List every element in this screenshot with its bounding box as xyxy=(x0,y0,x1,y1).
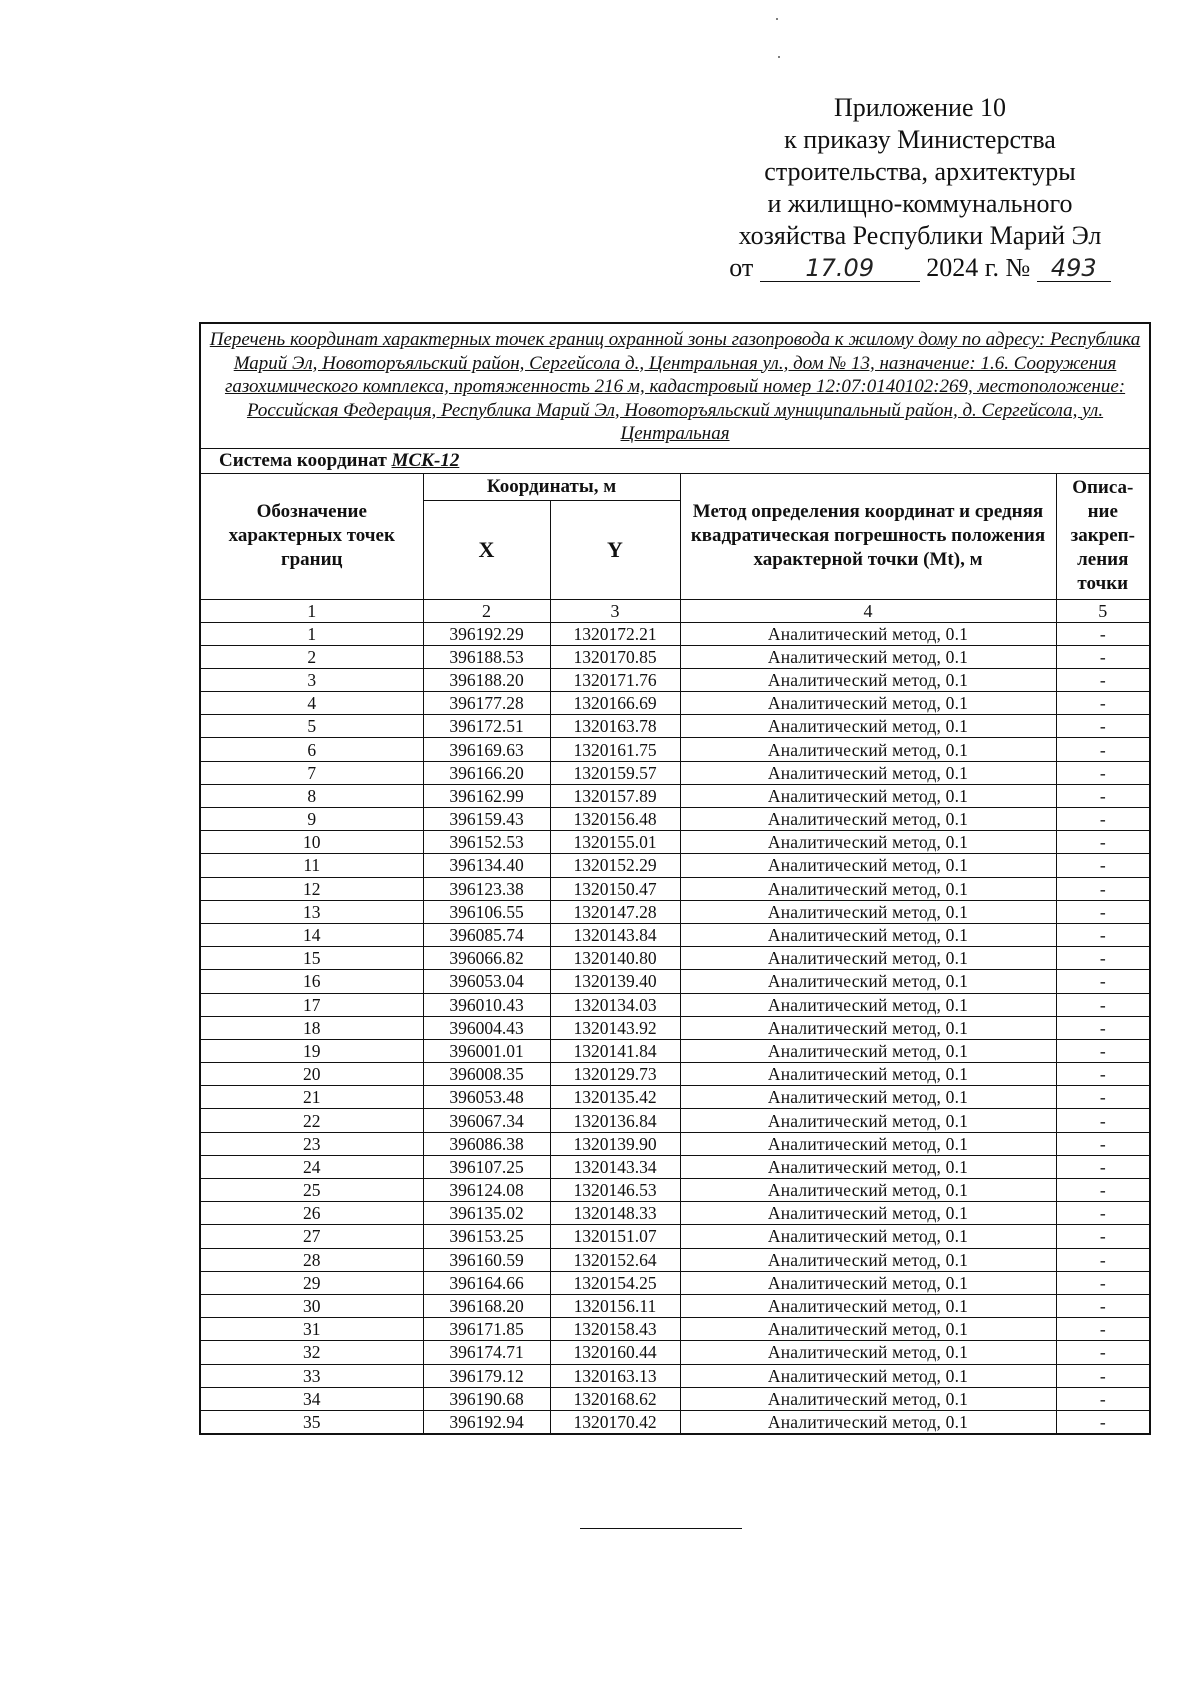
method-cell: Аналитический метод, 0.1 xyxy=(680,1387,1056,1410)
table-row xyxy=(200,715,1150,738)
method-cell: Аналитический метод, 0.1 xyxy=(680,645,1056,668)
y-coordinate-cell: 1320140.80 xyxy=(550,947,680,970)
header-row xyxy=(200,473,1150,500)
year-text: 2024 г. № xyxy=(926,253,1031,282)
point-id-cell: 8 xyxy=(200,784,423,807)
method-cell: Аналитический метод, 0.1 xyxy=(680,1225,1056,1248)
method-cell: Аналитический метод, 0.1 xyxy=(680,970,1056,993)
description-cell: - xyxy=(1056,645,1150,668)
description-cell: - xyxy=(1056,1086,1150,1109)
table-row xyxy=(200,738,1150,761)
x-coordinate-cell: 396107.25 xyxy=(423,1155,550,1178)
description-cell: - xyxy=(1056,1318,1150,1341)
x-coordinate-cell: 396067.34 xyxy=(423,1109,550,1132)
table-row xyxy=(200,622,1150,645)
table-row xyxy=(200,854,1150,877)
header-line: Приложение 10 xyxy=(833,93,1007,122)
description-cell: - xyxy=(1056,1341,1150,1364)
point-id-cell: 30 xyxy=(200,1294,423,1317)
handwritten-order-number: 493 xyxy=(1037,255,1111,282)
y-coordinate-cell: 1320156.11 xyxy=(550,1294,680,1317)
description-cell: - xyxy=(1056,761,1150,784)
point-id-cell: 5 xyxy=(200,715,423,738)
scan-speck xyxy=(776,18,778,20)
method-cell: Аналитический метод, 0.1 xyxy=(680,1016,1056,1039)
table-row xyxy=(200,668,1150,691)
point-id-cell: 7 xyxy=(200,761,423,784)
point-id-cell: 25 xyxy=(200,1179,423,1202)
point-id-cell: 13 xyxy=(200,900,423,923)
y-coordinate-cell: 1320170.42 xyxy=(550,1410,680,1434)
method-cell: Аналитический метод, 0.1 xyxy=(680,692,1056,715)
method-cell: Аналитический метод, 0.1 xyxy=(680,622,1056,645)
method-cell: Аналитический метод, 0.1 xyxy=(680,1155,1056,1178)
description-cell: - xyxy=(1056,622,1150,645)
method-cell: Аналитический метод, 0.1 xyxy=(680,1179,1056,1202)
table-row xyxy=(200,1364,1150,1387)
method-cell: Аналитический метод, 0.1 xyxy=(680,947,1056,970)
method-cell: Аналитический метод, 0.1 xyxy=(680,761,1056,784)
description-cell: - xyxy=(1056,738,1150,761)
method-cell: Аналитический метод, 0.1 xyxy=(680,1364,1056,1387)
point-id-cell: 1 xyxy=(200,622,423,645)
point-id-cell: 16 xyxy=(200,970,423,993)
method-cell: Аналитический метод, 0.1 xyxy=(680,1271,1056,1294)
column-number: 1 xyxy=(200,599,423,622)
point-id-cell: 4 xyxy=(200,692,423,715)
table-row xyxy=(200,1294,1150,1317)
point-id-cell: 11 xyxy=(200,854,423,877)
x-coordinate-cell: 396001.01 xyxy=(423,1039,550,1062)
method-cell: Аналитический метод, 0.1 xyxy=(680,900,1056,923)
method-cell: Аналитический метод, 0.1 xyxy=(680,808,1056,831)
y-coordinate-cell: 1320139.40 xyxy=(550,970,680,993)
method-cell: Аналитический метод, 0.1 xyxy=(680,668,1056,691)
point-id-cell: 31 xyxy=(200,1318,423,1341)
point-id-cell: 27 xyxy=(200,1225,423,1248)
table-row xyxy=(200,1410,1150,1434)
x-coordinate-cell: 396008.35 xyxy=(423,1063,550,1086)
description-cell: - xyxy=(1056,831,1150,854)
x-coordinate-cell: 396066.82 xyxy=(423,947,550,970)
column-number-row xyxy=(200,599,1150,622)
description-cell: - xyxy=(1056,900,1150,923)
y-coordinate-cell: 1320168.62 xyxy=(550,1387,680,1410)
description-cell: - xyxy=(1056,1271,1150,1294)
table-row xyxy=(200,947,1150,970)
x-coordinate-cell: 396190.68 xyxy=(423,1387,550,1410)
x-coordinate-cell: 396171.85 xyxy=(423,1318,550,1341)
x-coordinate-cell: 396159.43 xyxy=(423,808,550,831)
x-coordinate-cell: 396192.94 xyxy=(423,1410,550,1434)
point-id-cell: 35 xyxy=(200,1410,423,1434)
x-coordinate-cell: 396152.53 xyxy=(423,831,550,854)
table-row xyxy=(200,1132,1150,1155)
y-coordinate-cell: 1320134.03 xyxy=(550,993,680,1016)
x-coordinate-cell: 396135.02 xyxy=(423,1202,550,1225)
point-id-cell: 34 xyxy=(200,1387,423,1410)
x-coordinate-cell: 396123.38 xyxy=(423,877,550,900)
description-cell: - xyxy=(1056,1202,1150,1225)
header-line: строительства, архитектуры xyxy=(764,157,1076,186)
method-cell: Аналитический метод, 0.1 xyxy=(680,1294,1056,1317)
method-cell: Аналитический метод, 0.1 xyxy=(680,1410,1056,1434)
order-date-line xyxy=(690,252,1150,284)
table-row xyxy=(200,877,1150,900)
point-id-cell: 3 xyxy=(200,668,423,691)
y-coordinate-cell: 1320170.85 xyxy=(550,645,680,668)
y-coordinate-cell: 1320171.76 xyxy=(550,668,680,691)
point-column-header: Обозначение характерных точек границ xyxy=(200,473,423,599)
point-id-cell: 28 xyxy=(200,1248,423,1271)
description-cell: - xyxy=(1056,692,1150,715)
table-row xyxy=(200,1248,1150,1271)
table-row xyxy=(200,1086,1150,1109)
x-coordinate-cell: 396177.28 xyxy=(423,692,550,715)
description-cell: - xyxy=(1056,1364,1150,1387)
x-coordinate-cell: 396166.20 xyxy=(423,761,550,784)
table-row xyxy=(200,808,1150,831)
y-coordinate-cell: 1320152.64 xyxy=(550,1248,680,1271)
y-coordinate-cell: 1320155.01 xyxy=(550,831,680,854)
table-row xyxy=(200,761,1150,784)
table-row xyxy=(200,1179,1150,1202)
method-cell: Аналитический метод, 0.1 xyxy=(680,923,1056,946)
method-cell: Аналитический метод, 0.1 xyxy=(680,1341,1056,1364)
table-row xyxy=(200,1318,1150,1341)
y-coordinate-cell: 1320135.42 xyxy=(550,1086,680,1109)
table-row xyxy=(200,900,1150,923)
column-number: 3 xyxy=(550,599,680,622)
point-id-cell: 6 xyxy=(200,738,423,761)
coordinate-system-label: Система координат xyxy=(219,449,387,471)
point-id-cell: 22 xyxy=(200,1109,423,1132)
table-row xyxy=(200,970,1150,993)
y-coordinate-cell: 1320151.07 xyxy=(550,1225,680,1248)
method-cell: Аналитический метод, 0.1 xyxy=(680,738,1056,761)
point-id-cell: 26 xyxy=(200,1202,423,1225)
description-cell: - xyxy=(1056,1294,1150,1317)
point-id-cell: 32 xyxy=(200,1341,423,1364)
header-line: хозяйства Республики Марий Эл xyxy=(738,221,1102,250)
description-cell: - xyxy=(1056,1132,1150,1155)
description-cell: - xyxy=(1056,1016,1150,1039)
y-coordinate-cell: 1320159.57 xyxy=(550,761,680,784)
description-cell: - xyxy=(1056,923,1150,946)
x-coordinate-cell: 396192.29 xyxy=(423,622,550,645)
description-cell: - xyxy=(1056,1179,1150,1202)
table-row xyxy=(200,1063,1150,1086)
x-coordinate-cell: 396004.43 xyxy=(423,1016,550,1039)
point-id-cell: 18 xyxy=(200,1016,423,1039)
method-cell: Аналитический метод, 0.1 xyxy=(680,1132,1056,1155)
x-coordinate-cell: 396168.20 xyxy=(423,1294,550,1317)
point-id-cell: 14 xyxy=(200,923,423,946)
description-cell: - xyxy=(1056,1248,1150,1271)
x-coordinate-cell: 396086.38 xyxy=(423,1132,550,1155)
method-cell: Аналитический метод, 0.1 xyxy=(680,1063,1056,1086)
description-cell: - xyxy=(1056,947,1150,970)
y-column-header: Y xyxy=(550,500,680,599)
method-cell: Аналитический метод, 0.1 xyxy=(680,784,1056,807)
x-coordinate-cell: 396053.04 xyxy=(423,970,550,993)
x-coordinate-cell: 396164.66 xyxy=(423,1271,550,1294)
y-coordinate-cell: 1320154.25 xyxy=(550,1271,680,1294)
table-row xyxy=(200,923,1150,946)
column-number: 2 xyxy=(423,599,550,622)
caption-row xyxy=(200,323,1150,448)
description-cell: - xyxy=(1056,808,1150,831)
coordinates-table xyxy=(199,322,1151,1435)
y-coordinate-cell: 1320163.78 xyxy=(550,715,680,738)
coordinate-system xyxy=(200,448,1150,473)
y-coordinate-cell: 1320156.48 xyxy=(550,808,680,831)
x-coordinate-cell: 396169.63 xyxy=(423,738,550,761)
method-column-header: Метод определения координат и средняя квадратическая погрешность положения характерной точки (Mt), м xyxy=(680,473,1056,599)
header-line: к приказу Министерства xyxy=(784,125,1056,154)
point-id-cell: 15 xyxy=(200,947,423,970)
method-cell: Аналитический метод, 0.1 xyxy=(680,1318,1056,1341)
appendix-header xyxy=(690,92,1150,284)
point-id-cell: 19 xyxy=(200,1039,423,1062)
method-cell: Аналитический метод, 0.1 xyxy=(680,1248,1056,1271)
handwritten-date: 17.09 xyxy=(760,255,920,282)
description-cell: - xyxy=(1056,1225,1150,1248)
table-caption: Перечень координат характерных точек границ охранной зоны газопровода к жилому дому по адресу: Республика Марий Эл, Новоторъяльский район, Сергейсола д., Центральная ул., дом № 13, назначение: 1.6. Сооружения газохимического комплекса, протяженность 216 м, кадастровый номер 12:07:0140102:269, местоположение: Российская Федерация, Республика Марий Эл, Новоторъяльский муниципальный район, д. Сергейсола, ул. Центральная xyxy=(200,323,1150,448)
table-row xyxy=(200,1341,1150,1364)
method-cell: Аналитический метод, 0.1 xyxy=(680,854,1056,877)
x-coordinate-cell: 396188.53 xyxy=(423,645,550,668)
point-id-cell: 9 xyxy=(200,808,423,831)
date-prefix: от xyxy=(729,253,754,282)
point-id-cell: 23 xyxy=(200,1132,423,1155)
point-id-cell: 29 xyxy=(200,1271,423,1294)
x-coordinate-cell: 396188.20 xyxy=(423,668,550,691)
method-cell: Аналитический метод, 0.1 xyxy=(680,877,1056,900)
description-cell: - xyxy=(1056,1387,1150,1410)
description-cell: - xyxy=(1056,784,1150,807)
y-coordinate-cell: 1320139.90 xyxy=(550,1132,680,1155)
coords-column-header: Координаты, м xyxy=(423,473,680,500)
method-cell: Аналитический метод, 0.1 xyxy=(680,1202,1056,1225)
y-coordinate-cell: 1320143.34 xyxy=(550,1155,680,1178)
description-cell: - xyxy=(1056,1410,1150,1434)
y-coordinate-cell: 1320161.75 xyxy=(550,738,680,761)
x-coordinate-cell: 396085.74 xyxy=(423,923,550,946)
description-cell: - xyxy=(1056,715,1150,738)
table-row xyxy=(200,1202,1150,1225)
x-coordinate-cell: 396053.48 xyxy=(423,1086,550,1109)
table-row xyxy=(200,1387,1150,1410)
table-row xyxy=(200,692,1150,715)
x-coordinate-cell: 396172.51 xyxy=(423,715,550,738)
point-id-cell: 21 xyxy=(200,1086,423,1109)
y-coordinate-cell: 1320146.53 xyxy=(550,1179,680,1202)
x-coordinate-cell: 396174.71 xyxy=(423,1341,550,1364)
point-id-cell: 33 xyxy=(200,1364,423,1387)
y-coordinate-cell: 1320143.84 xyxy=(550,923,680,946)
table-row xyxy=(200,1016,1150,1039)
y-coordinate-cell: 1320141.84 xyxy=(550,1039,680,1062)
y-coordinate-cell: 1320172.21 xyxy=(550,622,680,645)
y-coordinate-cell: 1320129.73 xyxy=(550,1063,680,1086)
table-row xyxy=(200,1039,1150,1062)
point-id-cell: 12 xyxy=(200,877,423,900)
description-cell: - xyxy=(1056,877,1150,900)
method-cell: Аналитический метод, 0.1 xyxy=(680,831,1056,854)
description-cell: - xyxy=(1056,993,1150,1016)
y-coordinate-cell: 1320160.44 xyxy=(550,1341,680,1364)
y-coordinate-cell: 1320158.43 xyxy=(550,1318,680,1341)
point-id-cell: 20 xyxy=(200,1063,423,1086)
x-column-header: X xyxy=(423,500,550,599)
description-cell: - xyxy=(1056,1155,1150,1178)
point-id-cell: 2 xyxy=(200,645,423,668)
description-cell: - xyxy=(1056,668,1150,691)
method-cell: Аналитический метод, 0.1 xyxy=(680,1039,1056,1062)
table-row xyxy=(200,1109,1150,1132)
point-id-cell: 24 xyxy=(200,1155,423,1178)
method-cell: Аналитический метод, 0.1 xyxy=(680,1109,1056,1132)
coordinate-system-value: МСК-12 xyxy=(391,449,460,471)
header-line: и жилищно-коммунального xyxy=(767,189,1073,218)
y-coordinate-cell: 1320157.89 xyxy=(550,784,680,807)
point-id-cell: 17 xyxy=(200,993,423,1016)
method-cell: Аналитический метод, 0.1 xyxy=(680,1086,1056,1109)
system-row xyxy=(200,448,1150,473)
y-coordinate-cell: 1320136.84 xyxy=(550,1109,680,1132)
bottom-rule xyxy=(580,1528,742,1529)
scan-speck xyxy=(778,56,780,58)
y-coordinate-cell: 1320148.33 xyxy=(550,1202,680,1225)
x-coordinate-cell: 396106.55 xyxy=(423,900,550,923)
table-row xyxy=(200,645,1150,668)
description-cell: - xyxy=(1056,854,1150,877)
table-row xyxy=(200,784,1150,807)
y-coordinate-cell: 1320147.28 xyxy=(550,900,680,923)
x-coordinate-cell: 396179.12 xyxy=(423,1364,550,1387)
description-cell: - xyxy=(1056,1039,1150,1062)
table-row xyxy=(200,1155,1150,1178)
y-coordinate-cell: 1320163.13 xyxy=(550,1364,680,1387)
point-id-cell: 10 xyxy=(200,831,423,854)
table-row xyxy=(200,1225,1150,1248)
x-coordinate-cell: 396160.59 xyxy=(423,1248,550,1271)
y-coordinate-cell: 1320152.29 xyxy=(550,854,680,877)
description-column-header: Описа- ние закреп- ления точки xyxy=(1056,473,1150,599)
table-row xyxy=(200,1271,1150,1294)
x-coordinate-cell: 396010.43 xyxy=(423,993,550,1016)
description-cell: - xyxy=(1056,970,1150,993)
x-coordinate-cell: 396162.99 xyxy=(423,784,550,807)
x-coordinate-cell: 396124.08 xyxy=(423,1179,550,1202)
x-coordinate-cell: 396134.40 xyxy=(423,854,550,877)
x-coordinate-cell: 396153.25 xyxy=(423,1225,550,1248)
description-cell: - xyxy=(1056,1063,1150,1086)
table-row xyxy=(200,831,1150,854)
method-cell: Аналитический метод, 0.1 xyxy=(680,715,1056,738)
description-cell: - xyxy=(1056,1109,1150,1132)
column-number: 5 xyxy=(1056,599,1150,622)
y-coordinate-cell: 1320166.69 xyxy=(550,692,680,715)
method-cell: Аналитический метод, 0.1 xyxy=(680,993,1056,1016)
table-row xyxy=(200,993,1150,1016)
column-number: 4 xyxy=(680,599,1056,622)
y-coordinate-cell: 1320143.92 xyxy=(550,1016,680,1039)
y-coordinate-cell: 1320150.47 xyxy=(550,877,680,900)
